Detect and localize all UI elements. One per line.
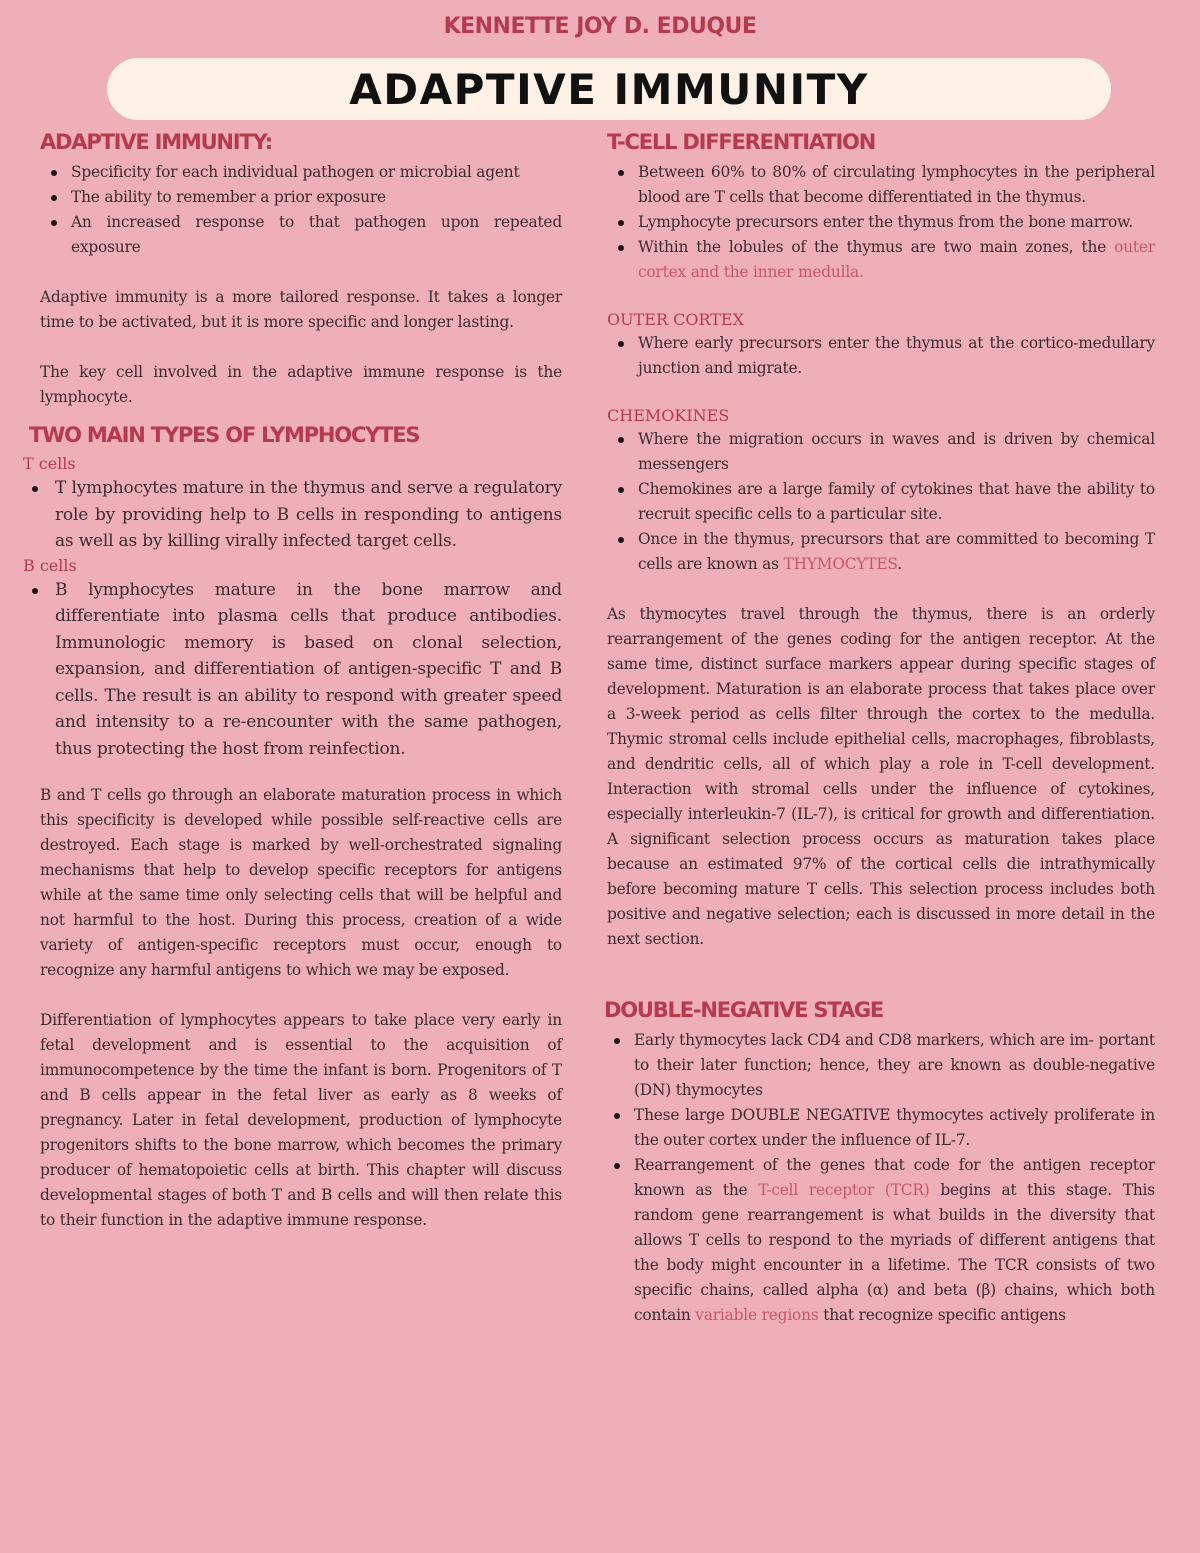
chemokines-list bbox=[607, 427, 1155, 577]
list-item: Where early precursors enter the thymus at the cortico-medullary junction and migrate. bbox=[607, 331, 1155, 381]
lymphocyte-types-heading: TWO MAIN TYPES OF LYMPHOCYTES bbox=[29, 423, 420, 447]
double-negative-heading: DOUBLE-NEGATIVE STAGE bbox=[604, 998, 884, 1022]
b-cells-label: B cells bbox=[23, 555, 77, 575]
maturation-paragraph: B and T cells go through an elaborate maturation process in which this specificity is developed while possible self-reactive cells are destroyed. Each stage is marked by well-orchestrated signaling mechanisms that help to develop specific receptors for antigens while at the same time only selecting cells that will be helpful and not harmful to the host. During this process, creation of a wide variety of antigen-specific receptors must occur, enough to recognize any harmful antigens to which we may be exposed. bbox=[40, 786, 562, 979]
b-cells-list bbox=[23, 577, 562, 763]
outer-cortex-list bbox=[607, 331, 1155, 381]
list-item-text: begins at this stage. This random gene rearrangement is what builds in the diversity that allows T cells to respond to the myriads of different antigens that the body might encounter in a lifetime. The TCR consists of two specific chains, called alpha (α) and beta (β) chains, which both contain bbox=[634, 1181, 1155, 1324]
list-item: An increased response to that pathogen upon repeated exposure bbox=[40, 210, 562, 260]
title-banner bbox=[107, 58, 1111, 120]
list-item-text: Rearrangement of the genes that code for the antigen receptor known as the bbox=[634, 1156, 1155, 1199]
outer-cortex-heading: OUTER CORTEX bbox=[607, 310, 744, 329]
double-negative-list bbox=[603, 1028, 1155, 1328]
list-item: Lymphocyte precursors enter the thymus from the bone marrow. bbox=[607, 210, 1155, 235]
chemokines-heading: CHEMOKINES bbox=[607, 406, 730, 425]
highlight-tcr: T-cell receptor (TCR) bbox=[758, 1181, 930, 1199]
list-item bbox=[607, 235, 1155, 285]
adaptive-immunity-list bbox=[40, 160, 562, 260]
list-item-text: Once in the thymus, precursors that are committed to becoming T cells are known as bbox=[638, 530, 1155, 573]
thymocyte-paragraph: As thymocytes travel through the thymus, there is an orderly rearrangement of the genes coding for the antigen receptor. At the same time, distinct surface markers appear during specific stages of development. Maturation is an elaborate process that takes place over a 3-week period as cells filter through the cortex to the medulla. Thymic stromal cells include epithelial cells, macrophages, fibroblasts, and dendritic cells, all of which play a role in T-cell development. Interaction with stromal cells under the influence of cytokines, especially interleukin-7 (IL-7), is critical for growth and differentiation. A significant selection process occurs as maturation takes place because an estimated 97% of the cortical cells die intrathymically before becoming mature T cells. This selection process includes both positive and negative selection; each is discussed in more detail in the next section. bbox=[607, 605, 1155, 948]
differentiation-paragraph: Differentiation of lymphocytes appears to take place very early in fetal development and is essential to the acquisition of immunocompetence by the time the infant is born. Progenitors of T and B cells appear in the fetal liver as early as 8 weeks of pregnancy. Later in fetal development, production of lymphocyte progenitors shifts to the bone marrow, which becomes the primary producer of hematopoietic cells at birth. This chapter will discuss developmental stages of both T and B cells and will then relate this to their function in the adaptive immune response. bbox=[40, 1011, 562, 1229]
left-column bbox=[23, 128, 562, 1233]
list-item-text: that recognize specific antigens bbox=[818, 1306, 1066, 1324]
list-item: Where the migration occurs in waves and is driven by chemical messengers bbox=[607, 427, 1155, 477]
adaptive-paragraph-1: Adaptive immunity is a more tailored response. It takes a longer time to be activated, but it is more specific and longer lasting. bbox=[40, 288, 562, 331]
list-item: Specificity for each individual pathogen or microbial agent bbox=[40, 160, 562, 185]
right-column bbox=[604, 128, 1155, 1328]
t-cells-label: T cells bbox=[23, 454, 76, 473]
list-item: Between 60% to 80% of circulating lymphocytes in the peripheral blood are T cells that become differentiated in the thymus. bbox=[607, 160, 1155, 210]
list-item: Chemokines are a large family of cytokines that have the ability to recruit specific cells to a particular site. bbox=[607, 477, 1155, 527]
highlight-thymocytes: THYMOCYTES bbox=[783, 555, 898, 573]
list-item: T lymphocytes mature in the thymus and serve a regulatory role by providing help to B cells in responding to antigens as well as by killing virally infected target cells. bbox=[23, 475, 562, 555]
highlight-variable-regions: variable regions bbox=[695, 1306, 819, 1324]
tcell-differentiation-list bbox=[607, 160, 1155, 285]
list-item-text: Within the lobules of the thymus are two main zones, the bbox=[638, 238, 1115, 256]
tcell-differentiation-heading: T-CELL DIFFERENTIATION bbox=[607, 130, 876, 154]
list-item: These large DOUBLE NEGATIVE thymocytes actively proliferate in the outer cortex under the influence of IL-7. bbox=[603, 1103, 1155, 1153]
adaptive-paragraph-2: The key cell involved in the adaptive immune response is the lymphocyte. bbox=[40, 363, 562, 406]
list-item-text: . bbox=[897, 555, 902, 573]
highlight-zones: outer cortex and the inner medulla. bbox=[638, 238, 1155, 281]
list-item bbox=[607, 527, 1155, 577]
adaptive-immunity-heading: ADAPTIVE IMMUNITY: bbox=[40, 130, 272, 154]
list-item bbox=[603, 1153, 1155, 1328]
list-item: B lymphocytes mature in the bone marrow and differentiate into plasma cells that produce antibodies. Immunologic memory is based on clonal selection, expansion, and differentiation of antigen-specific T and B cells. The result is an ability to respond with greater speed and intensity to a re-encounter with the same pathogen, thus protecting the host from reinfection. bbox=[23, 577, 562, 763]
author-name: KENNETTE JOY D. EDUQUE bbox=[443, 14, 757, 39]
list-item: Early thymocytes lack CD4 and CD8 markers, which are im- portant to their later function; hence, they are known as double-negative (DN) thymocytes bbox=[603, 1028, 1155, 1103]
t-cells-list bbox=[23, 475, 562, 555]
list-item: The ability to remember a prior exposure bbox=[40, 185, 562, 210]
page-title: ADAPTIVE IMMUNITY bbox=[349, 64, 869, 114]
